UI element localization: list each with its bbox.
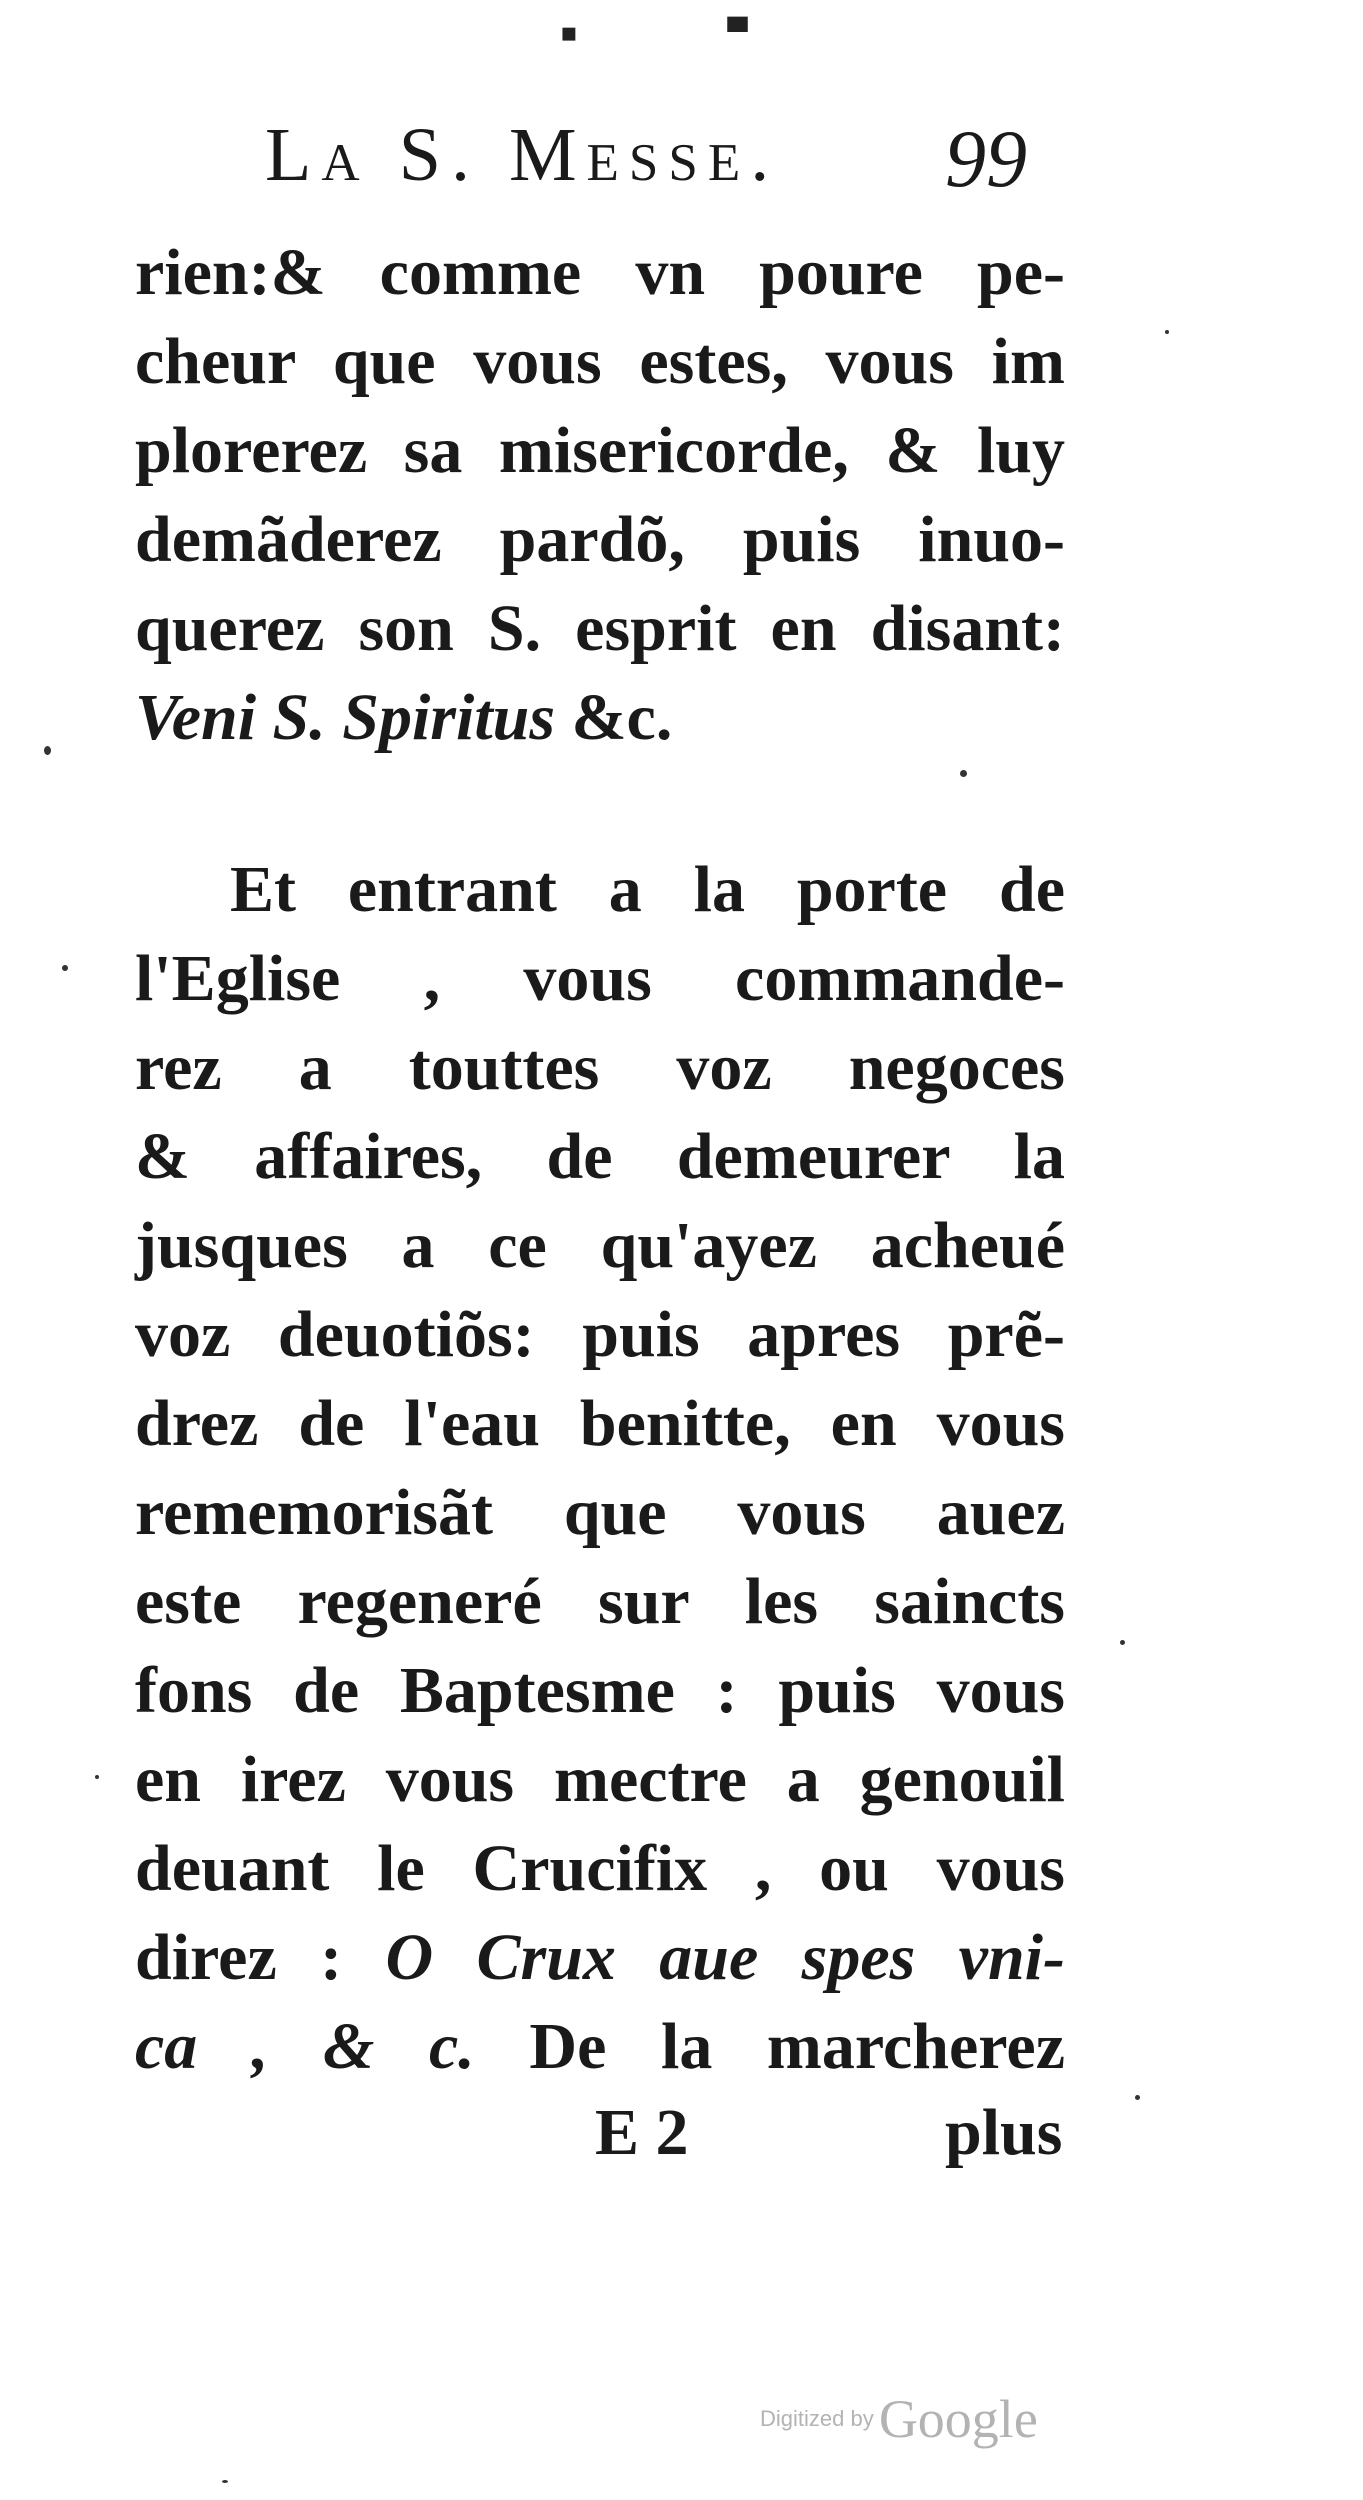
catchword: plus	[945, 2096, 1063, 2169]
etcetera: &c.	[555, 681, 673, 754]
text-line: plorerez sa misericorde, & luy	[135, 414, 1065, 487]
watermark-brand: Google	[878, 2389, 1038, 2449]
text-line: este regeneré sur les saincts	[135, 1565, 1065, 1638]
ink-speck	[1165, 330, 1169, 334]
top-printer-marks	[560, 18, 898, 48]
text-line: deuant le Crucifix , ou vous	[135, 1832, 1065, 1905]
text-line: en irez vous mectre a genouil	[135, 1743, 1065, 1816]
text-line: cheur que vous estes, vous im	[135, 325, 1065, 398]
ink-speck	[960, 770, 967, 777]
text-line: rien:& comme vn poure pe-	[135, 236, 1065, 309]
text-line: demãderez pardõ, puis inuo-	[135, 503, 1065, 576]
running-head: La S. Messe.	[265, 113, 780, 197]
text-line: Et entrant a la porte de	[230, 853, 1065, 926]
catchline	[0, 2095, 1363, 2185]
top-mark-right: ▀	[727, 18, 898, 48]
ink-speck	[1120, 1640, 1125, 1645]
text-line: l'Eglise , vous commande-	[135, 942, 1065, 1015]
watermark-prefix: Digitized by	[760, 2406, 874, 2431]
text-roman: direz :	[135, 1921, 343, 1994]
text-line: rez a touttes voz negoces	[135, 1031, 1065, 1104]
ink-speck	[44, 746, 51, 755]
page-header	[0, 112, 1363, 212]
top-mark-left: ▪	[560, 18, 728, 48]
text-line: & affaires, de demeurer la	[135, 1120, 1065, 1193]
latin-incipit: Veni S. Spiritus	[135, 681, 556, 754]
latin-hymn: O Crux aue spes vni-	[385, 1921, 1066, 1994]
digitization-watermark	[760, 2388, 1038, 2458]
ink-speck	[1135, 2095, 1140, 2100]
ink-speck	[95, 1775, 99, 1779]
text-block-2	[135, 845, 1065, 2091]
text-block-1	[135, 228, 1065, 762]
ink-speck	[62, 965, 68, 971]
page-number: 99	[945, 113, 1027, 204]
text-line: fons de Baptesme : puis vous	[135, 1654, 1065, 1727]
text-line: querez son S. esprit en disant:	[135, 592, 1065, 665]
text-line-final	[135, 673, 1065, 762]
text-line: rememorisãt que vous auez	[135, 1476, 1065, 1549]
text-line-mixed	[135, 2002, 1065, 2091]
latin-hymn-end: ca , & c.	[135, 2010, 475, 2083]
text-roman: De la marcherez	[529, 2010, 1065, 2083]
text-line: drez de l'eau benitte, en vous	[135, 1387, 1065, 1460]
text-line-mixed	[135, 1913, 1065, 2002]
text-line: voz deuotiõs: puis apres prẽ-	[135, 1298, 1065, 1371]
text-line: jusques a ce qu'ayez acheué	[135, 1209, 1065, 1282]
ink-speck	[222, 2480, 228, 2483]
signature-mark: E 2	[595, 2096, 689, 2169]
